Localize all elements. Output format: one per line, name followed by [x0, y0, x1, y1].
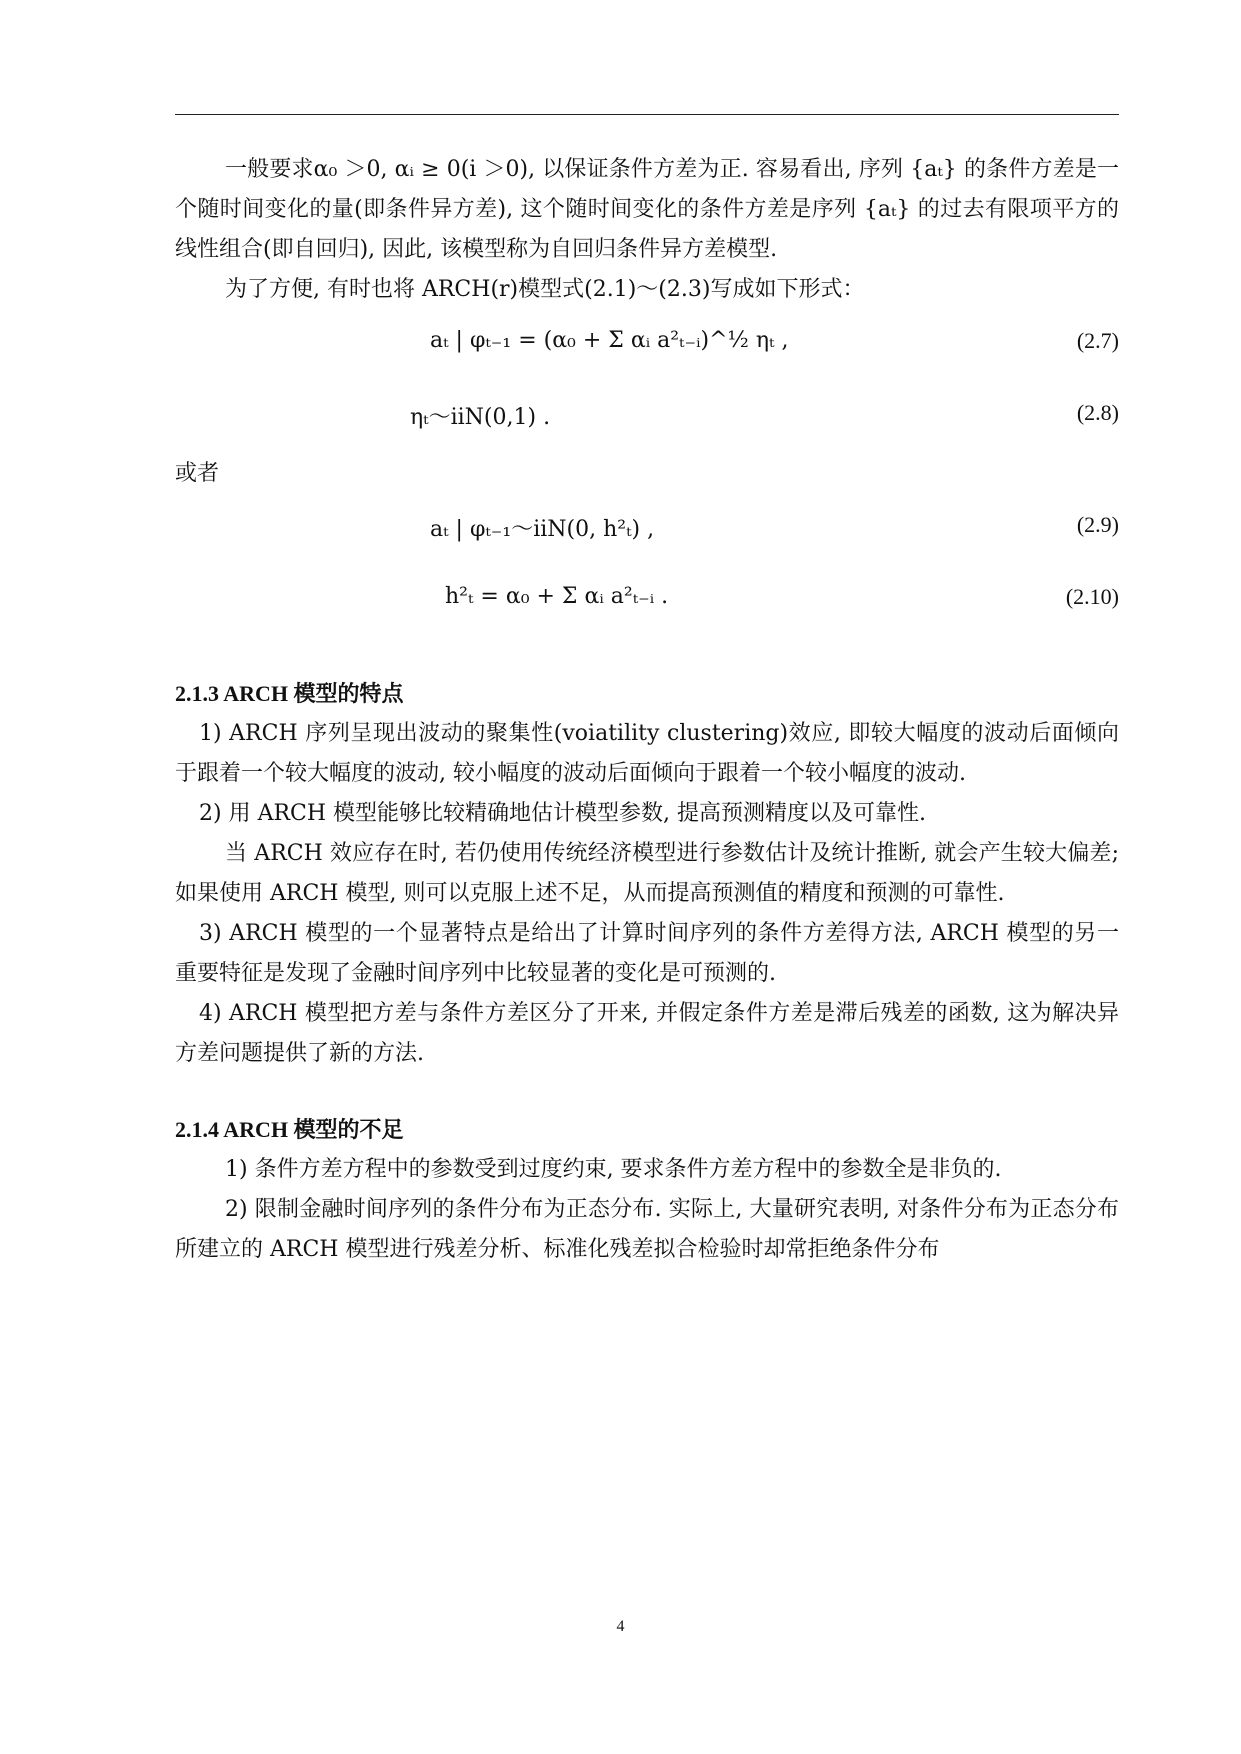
- equation-2-10: [175, 566, 1119, 638]
- list-item: 4) ARCH 模型把方差与条件方差区分了开来, 并假定条件方差是滞后残差的函数, 这为解决异方差问题提供了新的方法.: [175, 1001, 1119, 1066]
- equation-2-7: [175, 310, 1119, 382]
- equation-number: (2.8): [1076, 400, 1119, 425]
- header-rule: [175, 114, 1119, 115]
- page-number: 4: [616, 1618, 625, 1635]
- paragraph-rewrite: 为了方便, 有时也将 ARCH(r)模型式(2.1)～(2.3)写成如下形式：: [225, 277, 865, 302]
- list-item: 3) ARCH 模型的一个显著特点是给出了计算时间序列的条件方差得方法, ARCH 模型的另一重要特征是发现了金融时间序列中比较显著的变化是可预测的.: [175, 921, 1119, 986]
- equation-number: (2.7): [1076, 328, 1119, 353]
- list-item: 1) 条件方差方程中的参数受到过度约束, 要求条件方差方程中的参数全是非负的.: [225, 1157, 1002, 1182]
- list-item: 2) 用 ARCH 模型能够比较精确地估计模型参数, 提高预测精度以及可靠性.: [199, 801, 927, 826]
- section-heading-2-1-3: 2.1.3 ARCH 模型的特点: [175, 681, 404, 706]
- equation-2-10-body: h²ₜ = α₀ + Σ αᵢ a²ₜ₋ᵢ .: [445, 584, 669, 609]
- equation-2-8-body: ηₜ～iiN(0,1) .: [410, 405, 551, 430]
- paragraph-conditions: 一般要求α₀ ＞0, αᵢ ≥ 0(i ＞0), 以保证条件方差为正. 容易看出, 序列 {aₜ} 的条件方差是一个随时间变化的量(即条件异方差), 这个随时间变化的条件方差是序列 {aₜ} 的过去有限项平方的线性组合(即自回归), 因此, 该模型称为自回归条件异方差模型.: [175, 157, 1119, 262]
- equation-2-8: [175, 382, 1119, 454]
- equation-number: (2.10): [1065, 584, 1119, 609]
- equation-2-9: [175, 494, 1119, 566]
- paragraph-or: 或者: [175, 461, 220, 486]
- equation-2-9-body: aₜ | φₜ₋₁～iiN(0, h²ₜ) ,: [430, 517, 655, 542]
- equation-number: (2.9): [1076, 512, 1119, 537]
- paragraph-arch-effect: 当 ARCH 效应存在时, 若仍使用传统经济模型进行参数估计及统计推断, 就会产生较大偏差; 如果使用 ARCH 模型, 则可以克服上述不足，从而提高预测值的精度和预测的可靠性.: [175, 841, 1119, 906]
- list-item: 2) 限制金融时间序列的条件分布为正态分布. 实际上, 大量研究表明, 对条件分布为正态分布所建立的 ARCH 模型进行残差分析、标准化残差拟合检验时却常拒绝条件分布: [175, 1197, 1119, 1262]
- equation-2-7-body: aₜ | φₜ₋₁ = (α₀ + Σ αᵢ a²ₜ₋ᵢ)^½ ηₜ ,: [430, 328, 789, 353]
- section-heading-2-1-4: 2.1.4 ARCH 模型的不足: [175, 1117, 404, 1142]
- list-item: 1) ARCH 序列呈现出波动的聚集性(voiatility clustering)效应, 即较大幅度的波动后面倾向于跟着一个较大幅度的波动, 较小幅度的波动后面倾向于跟着一个较小幅度的波动.: [175, 721, 1119, 786]
- page-body: [175, 150, 1119, 1270]
